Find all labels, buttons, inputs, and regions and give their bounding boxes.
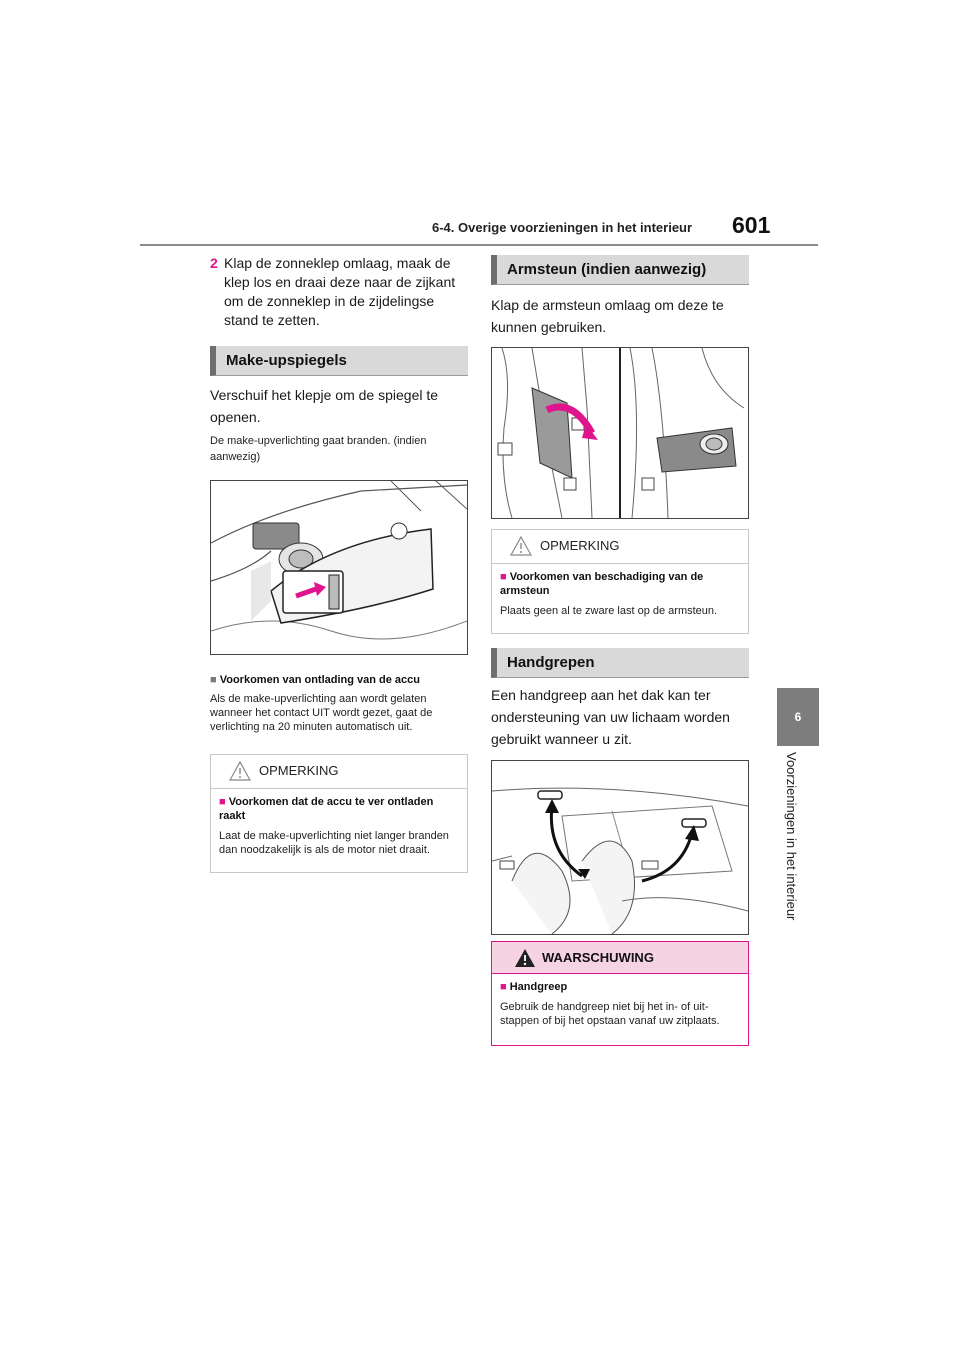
warning-title: WAARSCHUWING [542,950,654,965]
section-label: 6-4. Overige voorzieningen in het interieur [432,220,693,235]
warning-triangle-icon [514,948,536,968]
vanity-light-note: De make-upverlichting gaat branden. (indien aanwezig) [210,435,427,463]
chapter-tab-title [784,752,814,962]
notice-subtitle: Voorkomen dat de accu te ver ontladen raakt [219,796,434,822]
warning-subtitle: Handgreep [509,981,568,993]
figure-armrest [491,347,749,519]
notice-subtitle: Voorkomen van beschadiging van de armsteun [500,571,704,597]
notice-vanity [210,754,468,873]
battery-subheading [210,673,468,687]
notice-title: OPMERKING [259,763,339,778]
notice-header [211,755,467,789]
sun-visor-illustration [211,481,467,654]
caution-triangle-icon [229,761,251,781]
warning-header [492,942,748,974]
armrest-body: Klap de armsteun omlaag om deze te kunnen gebruiken. [491,297,724,335]
grab-handles-body: Een handgreep aan het dak kan ter ondersteuning van uw lichaam worden gebruikt wanneer u zit. [491,687,730,747]
figure-vanity-mirror [210,480,468,655]
notice-armrest [491,529,749,634]
square-bullet-icon: ■ [500,981,507,993]
heading-armrest: Armsteun (indien aanwezig) [491,255,749,285]
heading-vanity-mirrors: Make-upspiegels [210,346,468,376]
chapter-tab-number [777,688,819,746]
chapter-number: 6 [794,710,802,724]
vanity-mirror-body: Verschuif het klepje om de spiegel te openen. [210,387,439,425]
step-text: Klap de zonneklep omlaag, maak de klep los en draai deze naar de zijkant om de zonneklep in de zijdelingse stand te zetten. [224,255,456,328]
warning-subheading [500,980,740,994]
heading-grab-handles: Handgrepen [491,648,749,678]
figure-grab-handles [491,760,749,935]
notice-subheading [500,570,740,598]
notice-title: OPMERKING [540,538,620,553]
notice-header [492,530,748,564]
warning-grab-handle [491,941,749,1046]
chapter-title: Voorzieningen in het interieur [784,752,799,921]
square-bullet-icon: ■ [500,571,507,583]
grab-handles-illustration [492,761,748,934]
page-number: 601 [732,212,771,238]
square-bullet-icon: ■ [210,674,217,686]
caution-triangle-icon [510,536,532,556]
warning-text: Gebruik de handgreep niet bij het in- of uitstappen of bij het opstaan vanaf uw zitplaats. [500,1001,720,1027]
square-bullet-icon: ■ [219,796,226,808]
notice-text: Laat de make-upverlichting niet langer branden dan noodzakelijk is als de motor niet draait. [219,830,449,856]
battery-title: Voorkomen van ontlading van de accu [219,674,421,686]
battery-text: Als de make-upverlichting aan wordt gelaten wanneer het contact UIT wordt gezet, gaat de verlichting na 20 minuten automatisch uit. [210,693,433,733]
armrest-illustration [492,348,748,518]
notice-subheading [219,795,459,823]
notice-text: Plaats geen al te zware last op de armsteun. [500,605,718,617]
header-rule [140,244,818,246]
step-number: 2 [210,255,218,271]
